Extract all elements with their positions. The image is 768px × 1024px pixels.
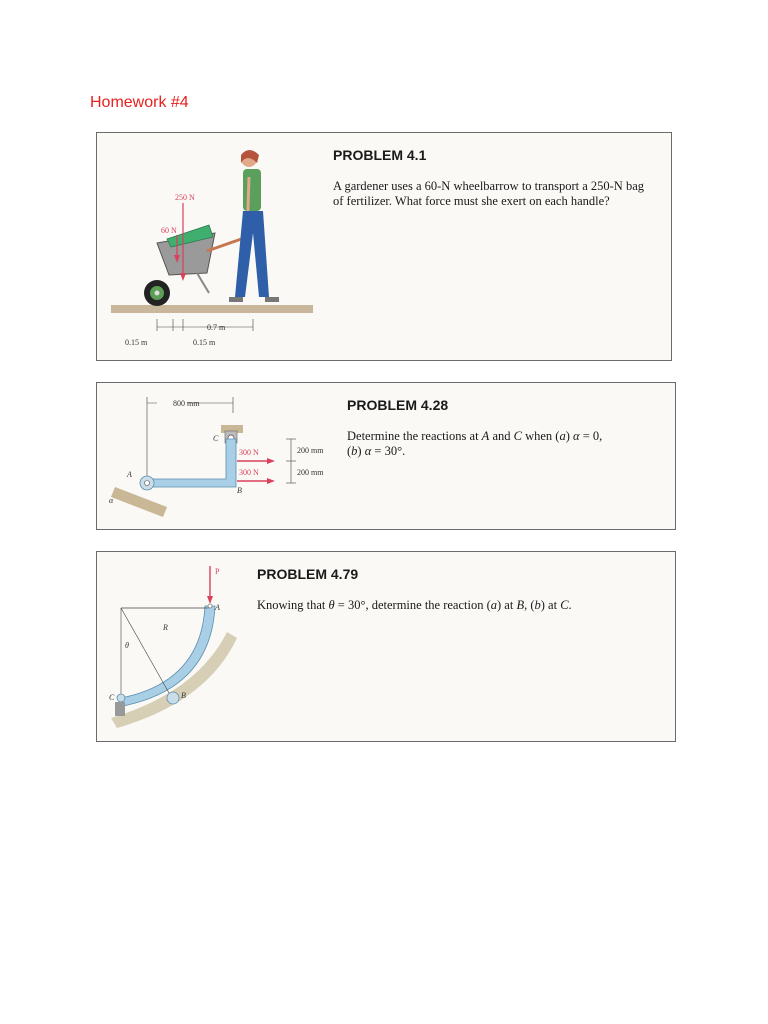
curved-rod-figure [97,552,257,741]
statement-alpha: α [573,429,580,443]
statement-point-c: C [513,429,522,443]
statement-point-c: C [560,598,569,612]
problem-4-1-heading: PROBLEM 4.1 [333,147,427,163]
problem-4-1-statement [333,179,663,209]
statement-case-a: a [559,429,566,443]
point-b-label: B [237,486,242,495]
dimension-200mm-lower: 200 mm [297,468,324,477]
problem-4-79-statement [257,598,657,613]
statement-text: ) [357,444,365,458]
statement-text: ( [347,444,352,458]
wheelbarrow-figure [97,133,327,360]
problem-4-79-heading: PROBLEM 4.79 [257,566,359,582]
dimension-0-15m-right: 0.15 m [193,338,216,347]
statement-text: when ( [521,429,560,443]
angle-alpha-label: α [109,496,114,505]
weight-force-label: 60 N [161,226,177,235]
statement-case-b: b [534,598,541,612]
statement-text: Determine the reactions at [347,429,482,443]
problem-4-28-line-2 [347,444,667,459]
angle-theta-label: θ [125,641,129,650]
statement-text: and [489,429,514,443]
statement-text: . [568,598,572,612]
problem-4-1-panel [96,132,672,361]
homework-title: Homework #4 [90,94,189,111]
statement-text: ) [565,429,574,443]
radius-r-label: R [163,623,168,632]
statement-case-a: a [490,598,498,612]
statement-text: = 30°. [371,444,406,458]
dimension-200mm-upper: 200 mm [297,446,324,455]
problem-4-1-line-2: of fertilizer. What force must she exert on each handle? [333,194,610,208]
point-c-label: C [109,693,115,702]
problem-4-28-statement [347,429,667,459]
point-c-label: C [213,434,219,443]
problem-4-79-panel [96,551,676,742]
statement-text: , ( [524,598,535,612]
statement-case-b: b [351,444,358,458]
force-lower-label: 300 N [239,468,259,477]
force-p-label: P [215,567,220,576]
statement-text: Knowing that [257,598,329,612]
dimension-800mm: 800 mm [173,399,200,408]
bent-member-figure [97,383,337,529]
statement-alpha: α [364,444,372,458]
load-force-label: 250 N [175,193,195,202]
dimension-0-15m-left: 0.15 m [125,338,148,347]
point-b-label: B [181,691,186,700]
point-a-label: A [215,603,220,612]
statement-theta: θ [328,598,335,612]
statement-text: = 30°, determine the reaction ( [334,598,491,612]
statement-point-b: B [516,598,525,612]
problem-4-1-line-1: A gardener uses a 60-N wheelbarrow to transport a 250-N bag [333,179,645,193]
statement-point-a: A [481,429,490,443]
problem-4-28-heading: PROBLEM 4.28 [347,397,449,413]
problem-4-28-line-1 [347,429,667,444]
force-upper-label: 300 N [239,448,259,457]
statement-text: ) at [540,598,561,612]
point-a-label: A [127,470,132,479]
statement-text: = 0, [579,429,603,443]
problem-4-28-panel [96,382,676,530]
dimension-0-7m: 0.7 m [207,323,226,332]
statement-text: ) at [497,598,517,612]
